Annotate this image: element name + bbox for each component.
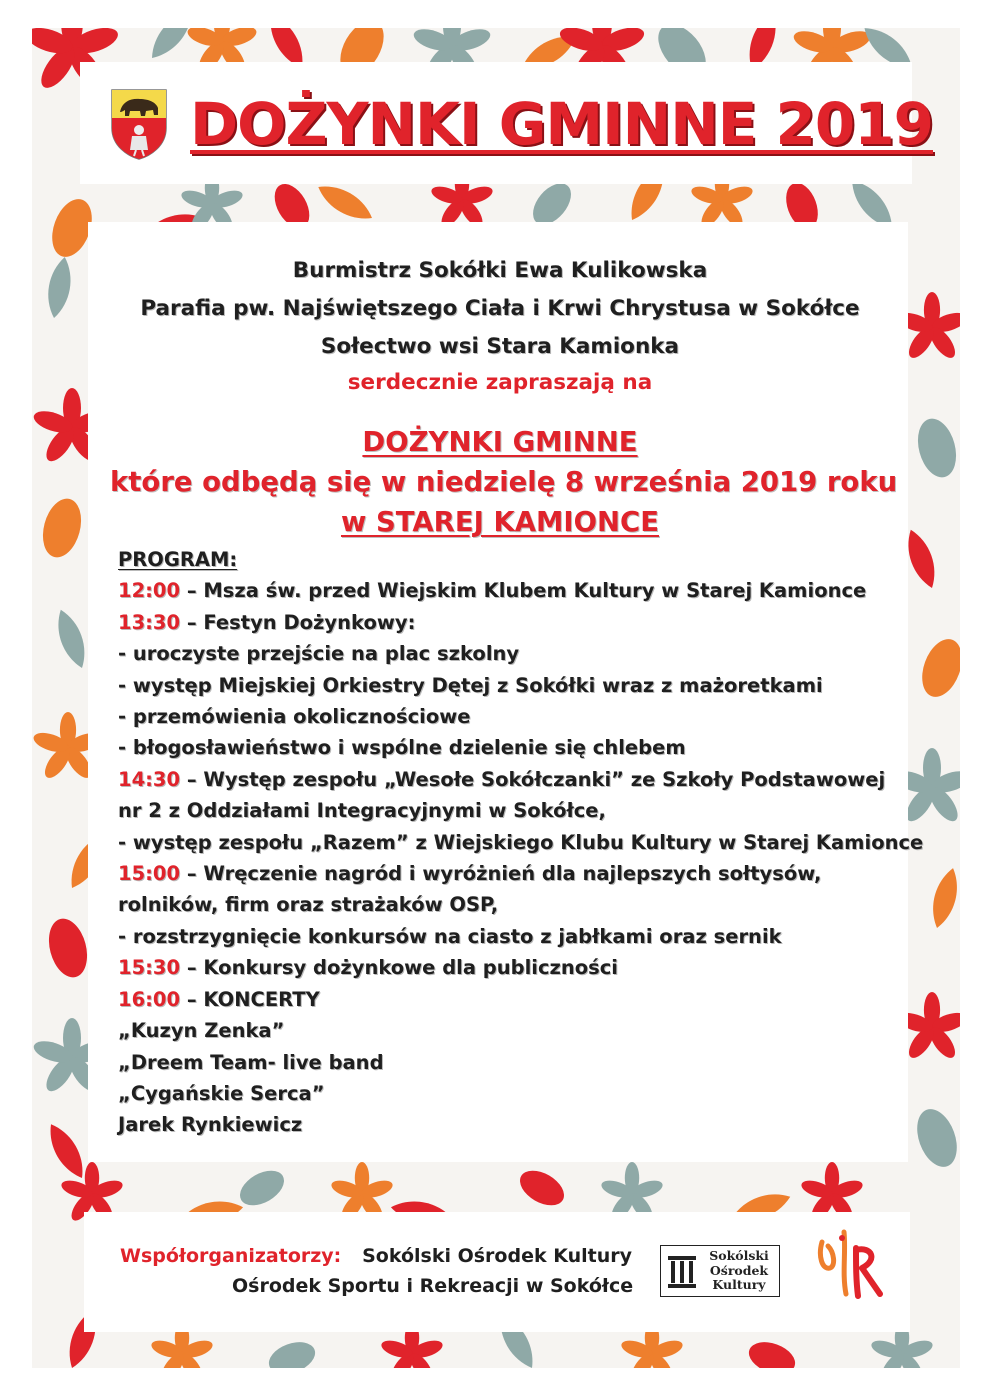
program-time: 14:30 bbox=[118, 767, 181, 791]
program-line bbox=[118, 1015, 898, 1046]
program-line bbox=[118, 827, 924, 858]
program-text: – Wręczenie nagród i wyróżnień dla najlepszych sołtysów, bbox=[180, 862, 822, 886]
program-list bbox=[118, 544, 924, 1141]
program-line bbox=[118, 732, 898, 763]
event-date: które odbędą się w niedzielę 8 września 2019 roku bbox=[110, 466, 898, 498]
program-heading: PROGRAM: bbox=[118, 548, 238, 571]
coorganizer-name: Sokólski Ośrodek Kultury bbox=[362, 1245, 632, 1267]
program-text: „Kuzyn Zenka” bbox=[118, 1019, 285, 1043]
program-text: rolników, firm oraz strażaków OSP, bbox=[118, 893, 499, 917]
organizers-list bbox=[110, 252, 890, 366]
column-icon bbox=[667, 1255, 697, 1289]
program-line bbox=[118, 638, 898, 669]
program-line bbox=[118, 701, 898, 732]
program-time: 16:00 bbox=[118, 987, 181, 1011]
program-line bbox=[118, 764, 898, 795]
program-text: - uroczyste przejście na plac szkolny bbox=[118, 642, 520, 666]
osir-logo-icon bbox=[816, 1228, 886, 1300]
sok-logo-text bbox=[701, 1249, 777, 1293]
program-line bbox=[118, 575, 898, 606]
event-block bbox=[110, 422, 898, 542]
organizer-line: Burmistrz Sokółki Ewa Kulikowska bbox=[292, 258, 708, 283]
program-line bbox=[118, 858, 898, 889]
coat-of-arms-icon bbox=[110, 88, 168, 160]
sok-logo-line: Sokólski bbox=[709, 1248, 769, 1263]
program-text: – Msza św. przed Wiejskim Klubem Kultury w Starej Kamionce bbox=[180, 579, 867, 603]
program-text: - występ zespołu „Razem” z Wiejskiego Klubu Kultury w Starej Kamionce bbox=[118, 830, 924, 854]
organizer-line: Parafia pw. Najświętszego Ciała i Krwi Chrystusa w Sokółce bbox=[140, 296, 860, 321]
sok-logo-line: Kultury bbox=[712, 1277, 766, 1292]
program-text: nr 2 z Oddziałami Integracyjnymi w Sokółce, bbox=[118, 799, 606, 823]
program-text: - występ Miejskiej Orkiestry Dętej z Sokółki wraz z mażoretkami bbox=[118, 673, 823, 697]
program-text: – Występ zespołu „Wesołe Sokółczanki” ze Szkoły Podstawowej bbox=[180, 767, 886, 791]
program-text: - rozstrzygnięcie konkursów na ciasto z jabłkami oraz sernik bbox=[118, 924, 782, 948]
coorganizers-label: Współorganizatorzy: bbox=[120, 1245, 342, 1267]
program-text: „Cygańskie Serca” bbox=[118, 1081, 325, 1105]
program-line bbox=[118, 984, 898, 1015]
coorganizers-list bbox=[232, 1241, 632, 1301]
program-text: – KONCERTY bbox=[180, 987, 320, 1011]
program-line bbox=[118, 952, 898, 983]
event-place: w STAREJ KAMIONCE bbox=[340, 506, 659, 538]
program-time: 15:30 bbox=[118, 956, 181, 980]
program-text: – Festyn Dożynkowy: bbox=[180, 610, 416, 634]
program-time: 15:00 bbox=[118, 862, 181, 886]
invite-text: serdecznie zapraszają na bbox=[347, 370, 653, 395]
program-line bbox=[118, 1078, 898, 1109]
program-text: - przemówienia okolicznościowe bbox=[118, 705, 471, 729]
program-text: - błogosławieństwo i wspólne dzielenie się chlebem bbox=[118, 736, 686, 760]
poster-title: DOŻYNKI GMINNE 2019 bbox=[190, 90, 933, 158]
program-time: 13:30 bbox=[118, 610, 181, 634]
coorganizer-name: Ośrodek Sportu i Rekreacji w Sokółce bbox=[232, 1275, 634, 1297]
program-line bbox=[118, 889, 898, 920]
program-line bbox=[118, 670, 898, 701]
organizer-line: Sołectwo wsi Stara Kamionka bbox=[320, 334, 680, 359]
program-text: Jarek Rynkiewicz bbox=[118, 1113, 303, 1137]
sok-logo bbox=[660, 1245, 780, 1297]
event-name: DOŻYNKI GMINNE bbox=[362, 426, 638, 458]
program-line bbox=[118, 921, 898, 952]
program-time: 12:00 bbox=[118, 579, 181, 603]
sok-logo-line: Ośrodek bbox=[709, 1262, 769, 1278]
program-line bbox=[118, 795, 898, 826]
program-line bbox=[118, 1109, 898, 1140]
program-line bbox=[118, 1047, 898, 1078]
program-text: – Konkursy dożynkowe dla publiczności bbox=[180, 956, 618, 980]
program-text: „Dreem Team- live band bbox=[118, 1050, 384, 1074]
program-line bbox=[118, 607, 898, 638]
